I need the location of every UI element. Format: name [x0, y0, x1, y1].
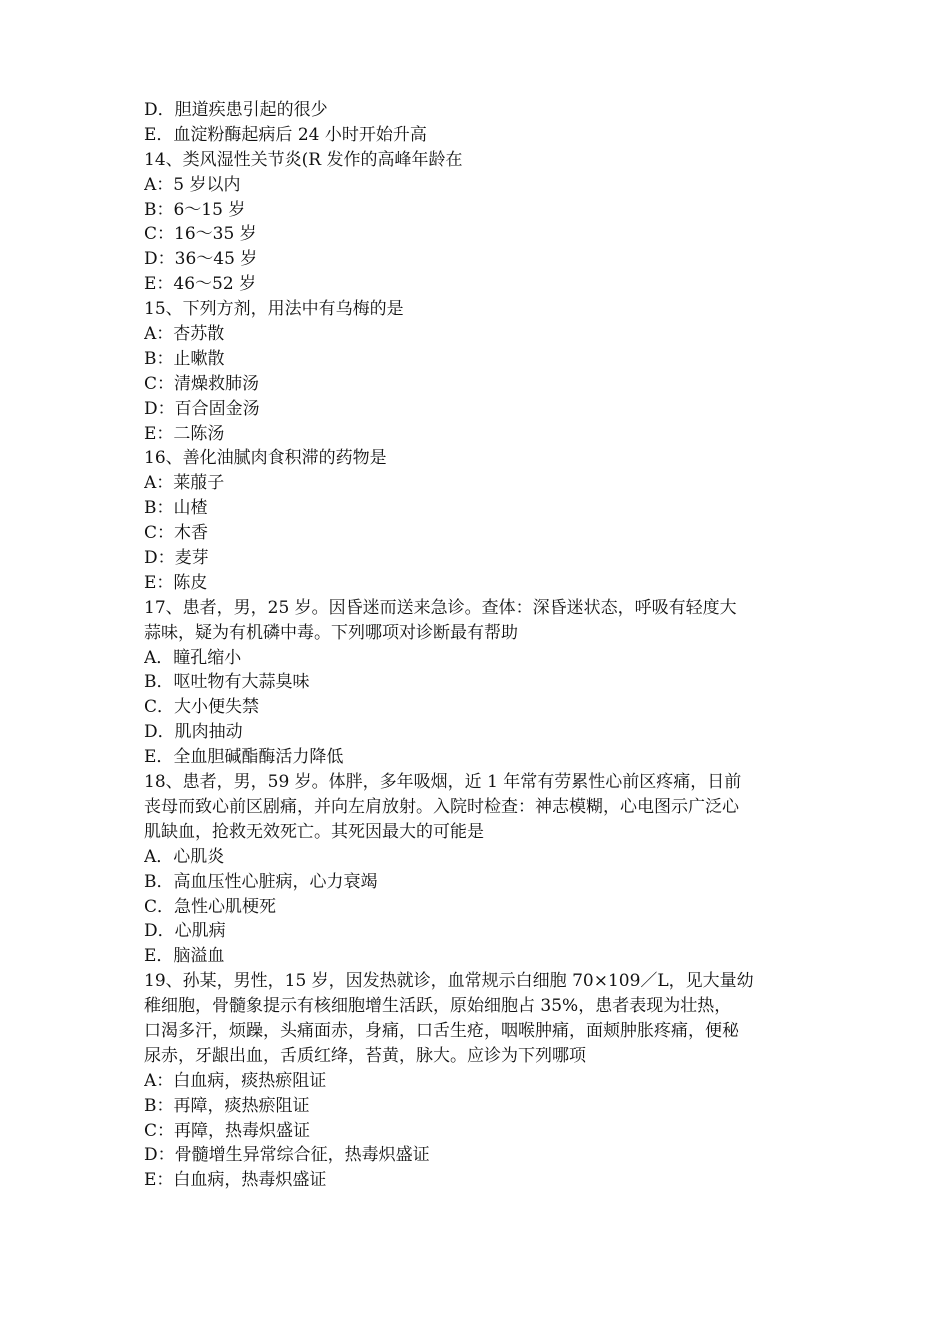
option-line: B：山楂: [144, 498, 208, 519]
option-line: C．急性心肌梗死: [144, 896, 277, 917]
option-line: A．心肌炎: [144, 846, 225, 867]
option-line: E．脑溢血: [144, 946, 225, 967]
option-line: E．血淀粉酶起病后 24 小时开始升高: [144, 124, 427, 145]
question-block: [144, 596, 812, 770]
option-line: A：5 岁以内: [144, 174, 241, 195]
option-line: E：陈皮: [144, 572, 208, 593]
question-block: [144, 446, 812, 595]
question-block: [144, 148, 812, 297]
option-line: A：白血病，痰热瘀阻证: [144, 1070, 327, 1091]
option-line: D：骨髓增生异常综合征，热毒炽盛证: [144, 1145, 430, 1166]
question-stem: 肌缺血，抢救无效死亡。其死因最大的可能是: [144, 821, 484, 842]
option-line: C：木香: [144, 523, 209, 544]
option-line: A：杏苏散: [144, 324, 225, 345]
question-stem: 蒜味，疑为有机磷中毒。下列哪项对诊断最有帮助: [144, 622, 518, 643]
option-line: D：36～45 岁: [144, 249, 258, 270]
option-line: E：二陈汤: [144, 423, 225, 444]
question-stem: 19、孙某，男性，15 岁，因发热就诊，血常规示白细胞 70×109／L，见大量幼: [144, 971, 754, 992]
option-line: B．呕吐物有大蒜臭味: [144, 672, 310, 693]
question-stem: 尿赤，牙龈出血，舌质红绛，苔黄，脉大。应诊为下列哪项: [144, 1045, 586, 1066]
option-line: A．瞳孔缩小: [144, 647, 242, 668]
question-block: [144, 297, 812, 446]
option-line: D：麦芽: [144, 548, 209, 569]
question-stem: 稚细胞，骨髓象提示有核细胞增生活跃，原始细胞占 35%，患者表现为壮热，: [144, 996, 732, 1017]
option-line: B：再障，痰热瘀阻证: [144, 1095, 310, 1116]
question-block: [144, 969, 812, 1193]
option-line: B：6～15 岁: [144, 199, 246, 220]
question-stem: 口渴多汗，烦躁，头痛面赤，身痛，口舌生疮，咽喉肿痛，面颊肿胀疼痛，便秘: [144, 1020, 739, 1041]
option-line: C．大小便失禁: [144, 697, 260, 718]
question-stem: 15、下列方剂，用法中有乌梅的是: [144, 299, 404, 320]
question-stem: 丧母而致心前区剧痛，并向左肩放射。入院时检查：神志模糊，心电图示广泛心: [144, 796, 739, 817]
option-line: D．心肌病: [144, 921, 226, 942]
question-block: [144, 770, 812, 969]
question-stem: 18、患者，男，59 岁。体胖，多年吸烟，近 1 年常有劳累性心前区疼痛，日前: [144, 772, 742, 793]
option-line: E：白血病，热毒炽盛证: [144, 1170, 327, 1191]
option-line: E．全血胆碱酯酶活力降低: [144, 747, 344, 768]
question-stem: 14、类风湿性关节炎(R 发作的高峰年龄在: [144, 149, 463, 170]
option-line: D：百合固金汤: [144, 398, 260, 419]
document-page: [144, 98, 812, 1193]
option-line: C：再障，热毒炽盛证: [144, 1120, 311, 1141]
option-line: D．肌肉抽动: [144, 722, 243, 743]
option-line: C：清燥救肺汤: [144, 373, 260, 394]
option-line: D．胆道疾患引起的很少: [144, 100, 328, 120]
option-line: C：16～35 岁: [144, 224, 257, 245]
option-line: B．高血压性心脏病，心力衰竭: [144, 871, 378, 892]
question-stem: 16、善化油腻肉食积滞的药物是: [144, 448, 387, 469]
option-line: B：止嗽散: [144, 348, 225, 369]
question-stem: 17、患者，男，25 岁。因昏迷而送来急诊。查体：深昏迷状态，呼吸有轻度大: [144, 597, 737, 618]
option-line: A：莱菔子: [144, 473, 225, 494]
option-line: E：46～52 岁: [144, 274, 257, 295]
